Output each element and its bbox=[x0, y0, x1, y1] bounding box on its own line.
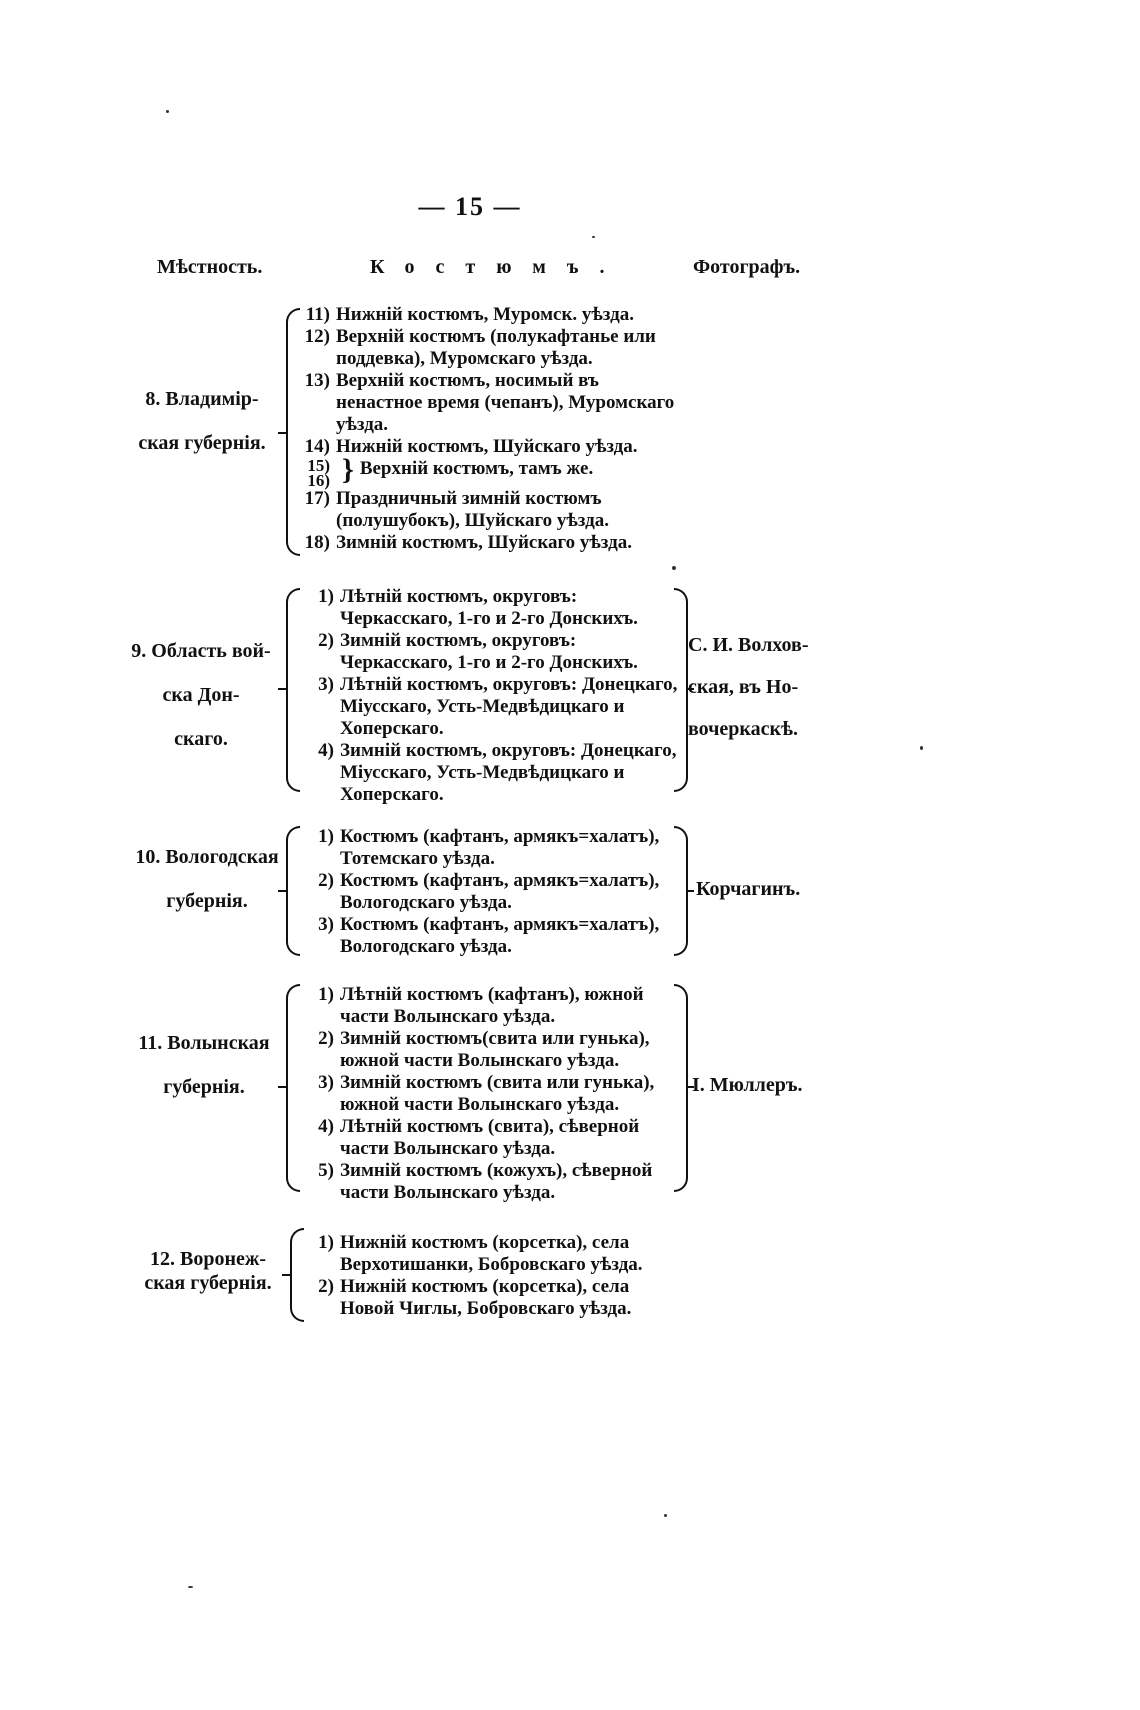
photographer-line: С. И. Волхов- bbox=[688, 634, 809, 656]
scan-speck bbox=[188, 1586, 193, 1588]
list-item: 15) 16) } Верхній костюмъ, тамъ же. bbox=[307, 452, 594, 490]
section-locality bbox=[120, 640, 282, 772]
small-brace-icon: } bbox=[342, 452, 354, 486]
locality-line: ская губернія. bbox=[144, 1272, 272, 1294]
locality-line: 8. Владимір- bbox=[145, 388, 259, 410]
costume-list bbox=[300, 586, 684, 806]
scan-speck bbox=[664, 1514, 667, 1517]
locality-line: губернія. bbox=[166, 890, 248, 912]
locality-line: ская губернія. bbox=[138, 432, 266, 454]
scan-speck bbox=[672, 566, 676, 570]
photographer-line: I. Мюллеръ. bbox=[692, 1074, 803, 1096]
costume-list bbox=[300, 1232, 680, 1320]
right-brace bbox=[674, 984, 688, 1192]
locality-line: губернія. bbox=[163, 1076, 245, 1098]
photographer-line: ская, въ Но- bbox=[688, 676, 799, 698]
list-item: 3) Лѣтній костюмъ, округовъ: Донецкаго, Міусскаго, Усть-Медвѣдицкаго и Хоперскаго. bbox=[318, 674, 678, 739]
brace-tip bbox=[278, 1086, 286, 1088]
locality-line: скаго. bbox=[174, 728, 228, 750]
photographer-line: вочеркаскѣ. bbox=[688, 718, 799, 740]
scan-speck bbox=[592, 236, 595, 238]
locality-line: 10. Вологодская bbox=[135, 846, 279, 868]
list-item: 1) Лѣтній костюмъ (кафтанъ), южной части Волынскаго уѣзда. bbox=[318, 984, 644, 1027]
section-locality bbox=[124, 846, 290, 934]
brace-tip bbox=[278, 432, 286, 434]
section-photographer bbox=[692, 1074, 842, 1116]
section-locality bbox=[130, 1248, 286, 1316]
list-item: 1) Нижній костюмъ (корсетка), села Верхотишанки, Бобровскаго уѣзда. bbox=[318, 1232, 643, 1275]
list-item: 17) Праздничный зимній костюмъ (полушубокъ), Шуйскаго уѣзда. bbox=[304, 488, 609, 531]
list-item: 2) Костюмъ (кафтанъ, армякъ=халатъ), Вологодскаго уѣзда. bbox=[318, 870, 660, 913]
locality-line: 9. Область вой- bbox=[131, 640, 271, 662]
photographer-line: Корчагинъ. bbox=[696, 878, 801, 900]
left-brace bbox=[286, 826, 300, 956]
header-photographer: Фотографъ. bbox=[693, 256, 801, 278]
locality-line: 12. Воронеж- bbox=[149, 1248, 267, 1270]
header-costume: Костюмъ. bbox=[370, 256, 626, 278]
costume-list bbox=[300, 826, 680, 958]
list-item: 4) Лѣтній костюмъ (свита), сѣверной части Волынскаго уѣзда. bbox=[318, 1116, 640, 1159]
list-item: 14) Нижній костюмъ, Шуйскаго уѣзда. bbox=[304, 436, 638, 457]
costume-list bbox=[300, 984, 682, 1204]
section-photographer bbox=[696, 878, 846, 920]
list-item: 2) Зимній костюмъ, округовъ: Черкасскаго, 1-го и 2-го Донскихъ. bbox=[318, 630, 638, 673]
scan-speck bbox=[920, 746, 923, 750]
brace-tip bbox=[278, 890, 286, 892]
list-item: 12) Верхній костюмъ (полукафтанье или поддевка), Муромскаго уѣзда. bbox=[304, 326, 656, 369]
right-brace bbox=[674, 588, 688, 792]
list-item: 18) Зимній костюмъ, Шуйскаго уѣзда. bbox=[304, 532, 632, 553]
section-photographer bbox=[688, 634, 838, 760]
list-item: 1) Лѣтній костюмъ, округовъ: Черкасскаго, 1-го и 2-го Донскихъ. bbox=[318, 586, 638, 629]
brace-tip bbox=[686, 890, 694, 892]
page-number: — 15 — bbox=[418, 192, 522, 221]
locality-line: 11. Волынская bbox=[138, 1032, 270, 1054]
list-item: 3) Зимній костюмъ (свита или гунька), южной части Волынскаго уѣзда. bbox=[318, 1072, 655, 1115]
left-brace bbox=[286, 984, 300, 1192]
left-brace bbox=[286, 588, 300, 792]
list-item: 13) Верхній костюмъ, носимый въ ненастное время (чепанъ), Муромскаго уѣзда. bbox=[304, 370, 675, 435]
list-item: 11) Нижній костюмъ, Муромск. уѣзда. bbox=[305, 304, 634, 325]
list-item: 3) Костюмъ (кафтанъ, армякъ=халатъ), Вологодскаго уѣзда. bbox=[318, 914, 660, 957]
locality-line: ска Дон- bbox=[162, 684, 240, 706]
brace-tip bbox=[282, 1274, 290, 1276]
list-item: 2) Нижній костюмъ (корсетка), села Новой Чиглы, Бобровскаго уѣзда. bbox=[318, 1276, 632, 1319]
list-item: 2) Зимній костюмъ(свита или гунька), южной части Волынскаго уѣзда. bbox=[318, 1028, 650, 1071]
brace-tip bbox=[278, 688, 286, 690]
costume-list bbox=[296, 304, 676, 554]
list-item: 5) Зимній костюмъ (кожухъ), сѣверной части Волынскаго уѣзда. bbox=[318, 1160, 653, 1203]
list-item: 1) Костюмъ (кафтанъ, армякъ=халатъ), Тотемскаго уѣзда. bbox=[318, 826, 660, 869]
list-item: 4) Зимній костюмъ, округовъ: Донецкаго, Міусскаго, Усть-Медвѣдицкаго и Хоперскаго. bbox=[318, 740, 677, 805]
section-locality bbox=[128, 388, 276, 476]
scan-speck bbox=[166, 110, 169, 113]
header-locality: Мѣстность. bbox=[157, 256, 263, 278]
section-locality bbox=[124, 1032, 284, 1120]
